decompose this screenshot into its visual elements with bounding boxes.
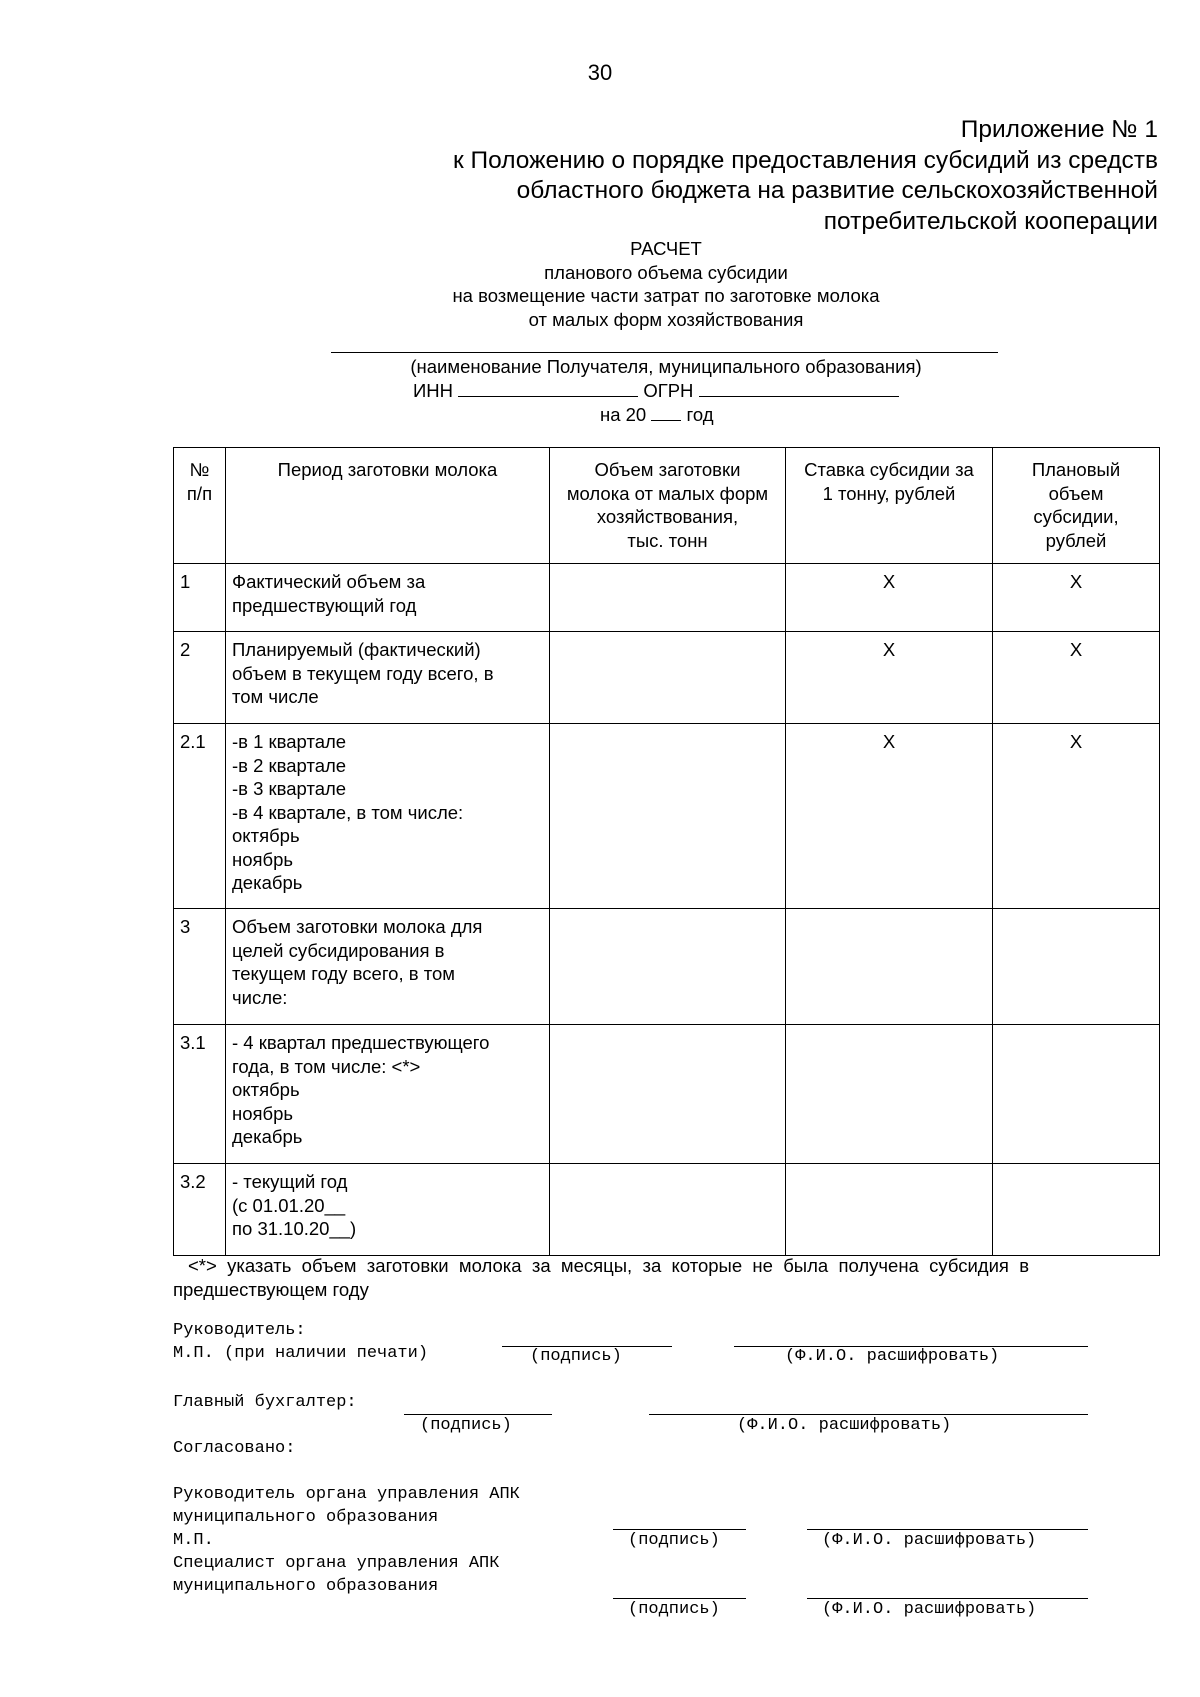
row-number: 1: [174, 564, 226, 632]
table-row: [174, 1025, 1160, 1164]
ogrn-field: [699, 378, 899, 397]
row-plan: X: [993, 564, 1160, 632]
row-period: - 4 квартал предшествующего года, в том числе: <*> октябрь ноябрь декабрь: [226, 1025, 550, 1164]
apk-head-signature-caption: (подпись): [628, 1531, 720, 1550]
recipient-caption: (наименование Получателя, муниципального образования): [410, 356, 922, 377]
year-prefix: на 20: [600, 404, 647, 425]
row-volume: [550, 632, 786, 724]
row-number: 3.2: [174, 1164, 226, 1256]
table-row: [174, 564, 1160, 632]
footnote-line-2: предшествующем году: [173, 1278, 369, 1300]
heading-line-3: на возмещение части затрат по заготовке молока: [452, 285, 880, 306]
row-rate: X: [786, 724, 993, 909]
row-volume: [550, 724, 786, 909]
heading-line-2: планового объема субсидии: [544, 261, 788, 283]
row-period: Планируемый (фактический) объем в текущем году всего, в том числе: [226, 632, 550, 724]
heading-line-4: от малых форм хозяйствования: [528, 308, 804, 330]
footnote: [173, 1254, 1163, 1301]
heading-title: РАСЧЕТ: [630, 238, 702, 259]
row-volume: [550, 564, 786, 632]
head-fio-caption: (Ф.И.О. расшифровать): [785, 1347, 1000, 1366]
document-heading: [300, 237, 1032, 331]
inn-label: ИНН: [413, 380, 454, 401]
row-volume: [550, 1025, 786, 1164]
chief-accountant-label: Главный бухгалтер:: [173, 1393, 357, 1412]
table-header-row: [174, 448, 1160, 564]
row-plan: X: [993, 632, 1160, 724]
table-row: [174, 632, 1160, 724]
chief-accountant-fio-line: [649, 1414, 1088, 1415]
row-volume: [550, 909, 786, 1025]
row-number: 3.1: [174, 1025, 226, 1164]
table-row: [174, 1164, 1160, 1256]
apk-specialist-fio-line: [807, 1598, 1088, 1599]
header-period: Период заготовки молока: [226, 448, 550, 564]
appendix-block: [300, 115, 1158, 237]
apk-head-stamp: М.П.: [173, 1531, 214, 1550]
apk-head-label-1: Руководитель органа управления АПК: [173, 1485, 520, 1504]
inn-ogrn-row: [413, 378, 1013, 402]
header-volume: Объем заготовки молока от малых форм хозяйствования, тыс. тонн: [550, 448, 786, 564]
table-row: [174, 724, 1160, 909]
row-plan: [993, 909, 1160, 1025]
apk-head-fio-caption: (Ф.И.О. расшифровать): [822, 1531, 1037, 1550]
year-suffix: год: [686, 404, 714, 425]
recipient-name-line: [331, 352, 998, 353]
apk-specialist-signature-caption: (подпись): [628, 1600, 720, 1619]
row-rate: [786, 909, 993, 1025]
row-number: 2: [174, 632, 226, 724]
calculation-table: [173, 447, 1160, 1256]
chief-accountant-signature-line: [404, 1414, 552, 1415]
row-rate: [786, 1164, 993, 1256]
page-number: 30: [587, 60, 613, 85]
apk-head-signature-line: [613, 1529, 746, 1530]
header-rate: Ставка субсидии за 1 тонну, рублей: [786, 448, 993, 564]
row-period: - текущий год (с 01.01.20__ по 31.10.20__): [226, 1164, 550, 1256]
row-plan: [993, 1025, 1160, 1164]
apk-specialist-signature-line: [613, 1598, 746, 1599]
row-period: Фактический объем за предшествующий год: [226, 564, 550, 632]
header-plan: Плановый объем субсидии, рублей: [993, 448, 1160, 564]
row-period: -в 1 квартале -в 2 квартале -в 3 квартале -в 4 квартале, в том числе: октябрь ноябрь декабрь: [226, 724, 550, 909]
apk-specialist-label-2: муниципального образования: [173, 1577, 439, 1596]
row-number: 2.1: [174, 724, 226, 909]
row-number: 3: [174, 909, 226, 1025]
row-rate: X: [786, 564, 993, 632]
agreed-label: Согласовано:: [173, 1439, 296, 1458]
row-volume: [550, 1164, 786, 1256]
footnote-line-1: <*> указать объем заготовки молока за месяцы, за которые не была получена субсидия в: [188, 1255, 1030, 1276]
row-plan: [993, 1164, 1160, 1256]
table-row: [174, 909, 1160, 1025]
row-period: Объем заготовки молока для целей субсидирования в текущем году всего, в том числе:: [226, 909, 550, 1025]
inn-field: [458, 378, 638, 397]
apk-head-label-2: муниципального образования: [173, 1508, 439, 1527]
head-stamp-label: М.П. (при наличии печати): [173, 1344, 429, 1363]
ogrn-label: ОГРН: [643, 380, 694, 401]
apk-specialist-fio-caption: (Ф.И.О. расшифровать): [822, 1600, 1037, 1619]
appendix-line-2: к Положению о порядке предоставления субсидий из средств: [452, 146, 1158, 174]
appendix-line-1: Приложение № 1: [960, 116, 1158, 143]
chief-accountant-signature-caption: (подпись): [420, 1416, 512, 1435]
appendix-line-3: областного бюджета на развитие сельскохозяйственной: [516, 177, 1158, 204]
row-plan: X: [993, 724, 1160, 909]
head-label: Руководитель:: [173, 1321, 306, 1340]
header-number: № п/п: [174, 448, 226, 564]
row-rate: [786, 1025, 993, 1164]
apk-head-fio-line: [807, 1529, 1088, 1530]
appendix-line-4: потребительской кооперации: [823, 207, 1158, 235]
year-row: [600, 402, 900, 426]
head-signature-caption: (подпись): [530, 1347, 622, 1366]
row-rate: X: [786, 632, 993, 724]
apk-specialist-label-1: Специалист органа управления АПК: [173, 1554, 500, 1573]
chief-accountant-fio-caption: (Ф.И.О. расшифровать): [737, 1416, 952, 1435]
year-field: [651, 402, 681, 421]
